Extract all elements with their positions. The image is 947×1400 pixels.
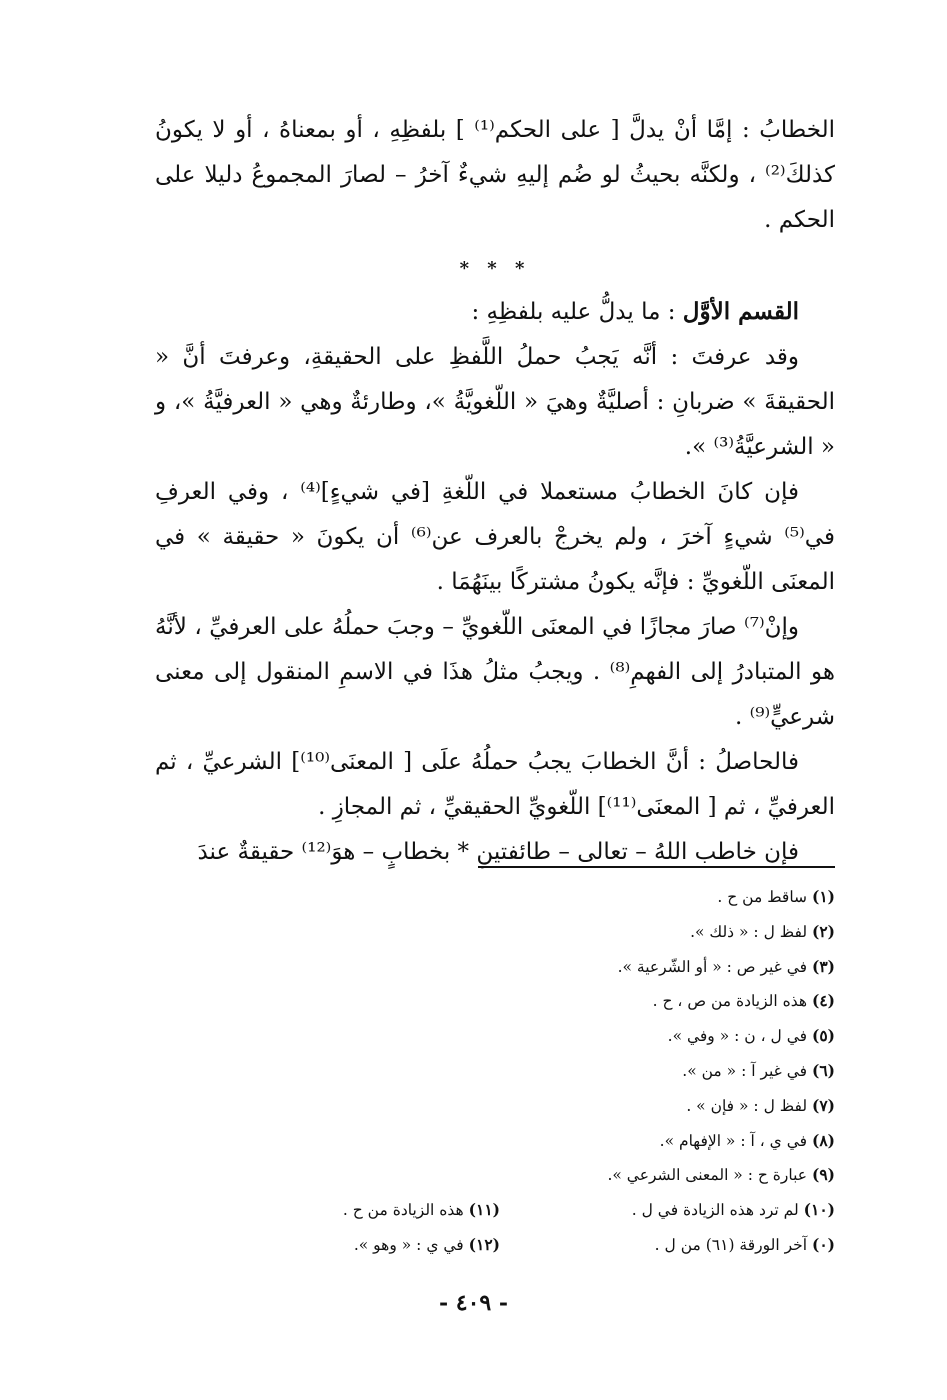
paragraph-intro: الخطابُ : إمَّا أنْ يدلَّ [ على الحكم⁽¹⁾ ] بلفظِهِ ، أو بمعناهُ ، أو لا يكونُ كذلكَ⁽²⁾ ، ولكنَّه بحيثُ لو ضُم إليهِ شيءٌ آخرُ – لصارَ المجموعُ دليلا على الحكم . bbox=[155, 117, 835, 233]
footnote-number: (٦) bbox=[811, 1060, 835, 1080]
section-title: القسم الأوَّل bbox=[682, 298, 799, 325]
footnote bbox=[354, 1228, 500, 1263]
footnote-number: (٢) bbox=[811, 921, 835, 941]
footnote-text: عبارة ح : « المعنى الشرعي ». bbox=[607, 1166, 808, 1185]
footnote bbox=[115, 1019, 835, 1054]
paragraph-3: فإن كانَ الخطابُ مستعملا في اللّغةِ [في شيءٍ]⁽⁴⁾ ، وفي العرفِ في⁽⁵⁾ شيءٍ آخرَ ، ولم يخرجْ بالعرف عن⁽⁶⁾ أن يكونَ « حقيقة » في المعنَى اللّغويِّ : فإنَّه يكونُ مشتركًا بينَهُمَا . bbox=[155, 479, 835, 595]
paragraph-5: فالحاصلُ : أنَّ الخطابَ يجبُ حملُهُ علَى [ المعنَى⁽¹⁰⁾] الشرعيِّ ، ثم العرفيِّ ، ثم [ المعنَى⁽¹¹⁾] اللّغويِّ الحقيقيِّ ، ثم المجازِ . bbox=[155, 749, 835, 820]
paragraph-6: فإن خاطب اللهُ – تعالى – طائفتينِ * بخطابٍ – هوَ⁽¹²⁾ حقيقةٌ عندَ bbox=[197, 839, 799, 865]
footnote-divider bbox=[478, 866, 835, 868]
footnote-text: ساقط من ح . bbox=[717, 888, 808, 906]
footnote-text: هذه الزيادة من ص ، ح . bbox=[652, 992, 808, 1011]
footnote-number: (١) bbox=[811, 887, 835, 906]
footnote-number: (٣) bbox=[811, 956, 835, 976]
footnote bbox=[343, 1193, 500, 1228]
footnote-number: (١٢) bbox=[468, 1234, 500, 1254]
footnote bbox=[500, 1193, 835, 1228]
footnote-text: في غير آ : « من ». bbox=[682, 1061, 808, 1080]
section-separator: * * * bbox=[459, 258, 531, 279]
footnote bbox=[115, 984, 835, 1019]
section-heading bbox=[155, 289, 835, 335]
footnote bbox=[115, 880, 835, 915]
footnote-number: (١٠) bbox=[803, 1200, 835, 1220]
main-text bbox=[155, 108, 835, 875]
footnote bbox=[500, 1228, 835, 1263]
page-number: - ٤٠٩ - bbox=[438, 1290, 509, 1316]
footnote bbox=[115, 915, 835, 950]
footnote-number: (٤) bbox=[811, 991, 835, 1011]
footnote-text: لفظ ل : « فإن » . bbox=[686, 1096, 808, 1115]
footnote bbox=[115, 1124, 835, 1159]
footnote bbox=[115, 950, 835, 985]
footnote-text: في ي ، آ : « الإفهام ». bbox=[659, 1131, 808, 1150]
footnote-number: (٩) bbox=[811, 1165, 835, 1185]
footnote bbox=[115, 1089, 835, 1124]
footnote-text: في ل ، ن : « وفي ». bbox=[667, 1027, 808, 1046]
footnote-number: (٨) bbox=[811, 1130, 835, 1150]
footnote-number: (١١) bbox=[468, 1200, 500, 1220]
section-title-rest: : ما يدلُّ عليه بلفظِهِ : bbox=[471, 299, 683, 325]
paragraph-4: وإنْ⁽⁷⁾ صارَ مجازًا في المعنَى اللّغويِّ – وجبَ حملُهُ على العرفيِّ ، لأنَّهُ هو المتبادرُ إلى الفهمِ⁽⁸⁾ . ويجبُ مثلُ هذَا في الاسمِ المنقول إلى معنى شرعيٍّ⁽⁹⁾ . bbox=[155, 614, 835, 730]
footnote bbox=[115, 1054, 835, 1089]
footnote-number: (٥) bbox=[811, 1026, 835, 1046]
footnotes bbox=[115, 880, 835, 1263]
footnote-text: هذه الزيادة من ح . bbox=[342, 1201, 464, 1220]
footnote-pair bbox=[115, 1228, 835, 1263]
footnote-number: (٠) bbox=[811, 1234, 835, 1254]
footnote-number: (٧) bbox=[811, 1095, 835, 1115]
footnote bbox=[115, 1158, 835, 1193]
footnote-text: لم ترد هذه الزيادة في ل . bbox=[631, 1201, 799, 1220]
footnote-text: في ي : « وهو ». bbox=[353, 1235, 464, 1254]
footnote-pair bbox=[115, 1193, 835, 1228]
footnote-text: آخر الورقة (٦١) من ل . bbox=[654, 1235, 808, 1254]
footnote-text: لفظ ل : « ذلك ». bbox=[690, 922, 808, 941]
footnote-text: في غير ص : « أو الشّرعية ». bbox=[617, 957, 808, 976]
paragraph-2: وقد عرفتَ : أنَّه يَجبُ حملُ اللَّفظِ على الحقيقةِ، وعرفتَ أنَّ « الحقيقةَ » ضربانِ : أصليَّةٌ وهيَ « اللّغويَّةُ »، وطارئةٌ وهي « العرفيَّةُ »، و « الشرعيَّةُ⁽³⁾ ». bbox=[155, 344, 835, 460]
